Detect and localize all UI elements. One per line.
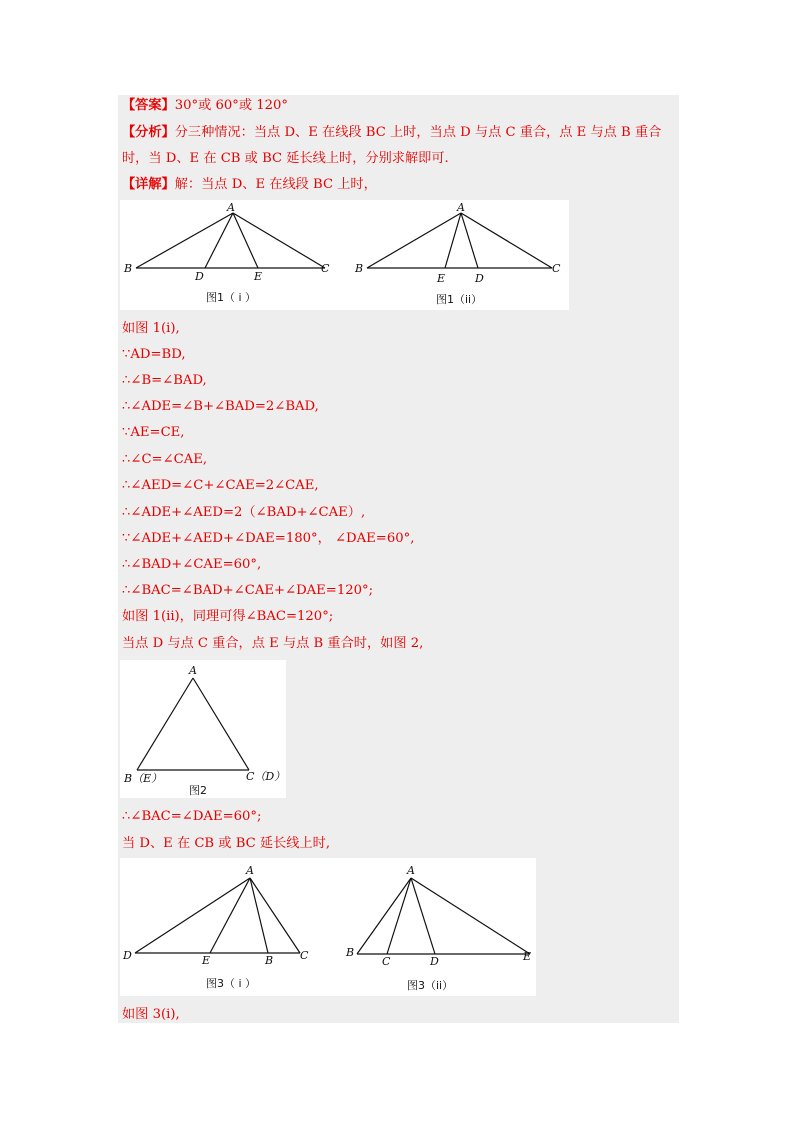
step-5: ∵AE=CE,: [122, 425, 185, 440]
fig1i-label-d: D: [195, 270, 204, 283]
fig1ii-label-a: A: [457, 201, 465, 214]
fig3ii-label-d: D: [430, 955, 439, 968]
step-6: ∴∠C=∠CAE,: [122, 452, 208, 467]
fig3i-label-a: A: [246, 864, 254, 877]
fig1ii-label-b: B: [355, 262, 364, 275]
fig3ii-label-a: A: [407, 864, 415, 877]
step-12: 如图 1(ii)，同理可得∠BAC=120°;: [122, 609, 334, 624]
step2-1: ∴∠BAC=∠DAE=60°;: [122, 809, 262, 824]
analysis-line-2: 时，当 D、E 在 CB 或 BC 延长线上时，分别求解即可.: [122, 151, 449, 166]
fig3i-line-ad: [135, 878, 250, 953]
fig2-label-a: A: [189, 664, 197, 677]
step-9: ∵∠ADE+∠AED+∠DAE=180°， ∠DAE=60°,: [122, 531, 415, 546]
step-1: 如图 1(i),: [122, 321, 180, 336]
fig2-line-ac: [193, 678, 249, 770]
fig3ii-line-ac: [387, 878, 411, 954]
fig3i-label-c: C: [300, 949, 309, 962]
analysis-tag: 【分析】: [122, 125, 175, 140]
fig1ii-caption: 图1（ii）: [436, 293, 483, 306]
fig1ii-label-e: E: [437, 272, 446, 285]
fig1ii-line-ac: [461, 213, 552, 268]
last-line: 如图 3(i),: [122, 1007, 180, 1022]
detail-line: [122, 176, 377, 194]
figure-1: [120, 200, 569, 310]
fig3i-label-b: B: [265, 954, 274, 967]
fig1i-label-b: B: [124, 262, 133, 275]
fig2-label-c: C（D）: [246, 770, 286, 783]
fig3i-label-e: E: [202, 954, 211, 967]
answer-text: 30°或 60°或 120°: [174, 98, 289, 113]
fig3i-line-ac: [250, 878, 300, 953]
step-11: ∴∠BAC=∠BAD+∠CAE+∠DAE=120°;: [122, 583, 374, 598]
step2-2: 当 D、E 在 CB 或 BC 延长线上时,: [122, 836, 331, 851]
fig1ii-label-d: D: [475, 272, 484, 285]
fig1i-caption: 图1（ i ）: [206, 291, 257, 304]
analysis-text-1: 分三种情况：当点 D、E 在线段 BC 上时，当点 D 与点 C 重合，点 E 与点 B 重合: [174, 125, 662, 140]
figure-2: [120, 660, 286, 798]
fig1i-label-a: A: [227, 201, 235, 214]
fig3ii-caption: 图3（ii）: [407, 979, 454, 992]
fig3ii-line-ad: [411, 878, 435, 954]
step-4: ∴∠ADE=∠B+∠BAD=2∠BAD,: [122, 399, 319, 414]
step-3: ∴∠B=∠BAD,: [122, 373, 207, 388]
step-13: 当点 D 与点 C 重合，点 E 与点 B 重合时，如图 2,: [122, 636, 424, 651]
answer-tag: 【答案】: [122, 98, 175, 113]
step-8: ∴∠ADE+∠AED=2（∠BAD+∠CAE）,: [122, 505, 366, 520]
fig3i-line-ab: [250, 878, 268, 953]
step-7: ∴∠AED=∠C+∠CAE=2∠CAE,: [122, 478, 319, 493]
fig3ii-line-ae: [411, 878, 530, 954]
fig3ii-line-ab: [357, 878, 411, 954]
fig1i-label-e: E: [254, 270, 263, 283]
fig3i-line-ae: [210, 878, 250, 953]
step-10: ∴∠BAD+∠CAE=60°,: [122, 557, 262, 572]
fig2-caption: 图2: [189, 784, 207, 797]
figure-3: [120, 858, 536, 996]
detail-text: 解：当点 D、E 在线段 BC 上时，: [174, 177, 377, 192]
fig1ii-label-c: C: [552, 262, 561, 275]
fig3ii-label-c: C: [382, 955, 391, 968]
fig1i-label-c: C: [321, 262, 330, 275]
step-2: ∵AD=BD,: [122, 347, 186, 362]
fig1i-line-ac: [233, 213, 325, 268]
analysis-line-1: [122, 124, 661, 142]
fig3i-caption: 图3（ i ）: [206, 977, 257, 990]
fig3i-label-d: D: [123, 949, 132, 962]
fig3ii-label-b: B: [346, 946, 355, 959]
fig3ii-label-e: E: [523, 950, 532, 963]
answer-line: [122, 97, 288, 115]
fig2-line-ab: [137, 678, 193, 770]
fig2-label-b: B（E）: [124, 772, 163, 785]
fig1i-line-ae: [233, 213, 258, 268]
detail-tag: 【详解】: [122, 177, 175, 192]
